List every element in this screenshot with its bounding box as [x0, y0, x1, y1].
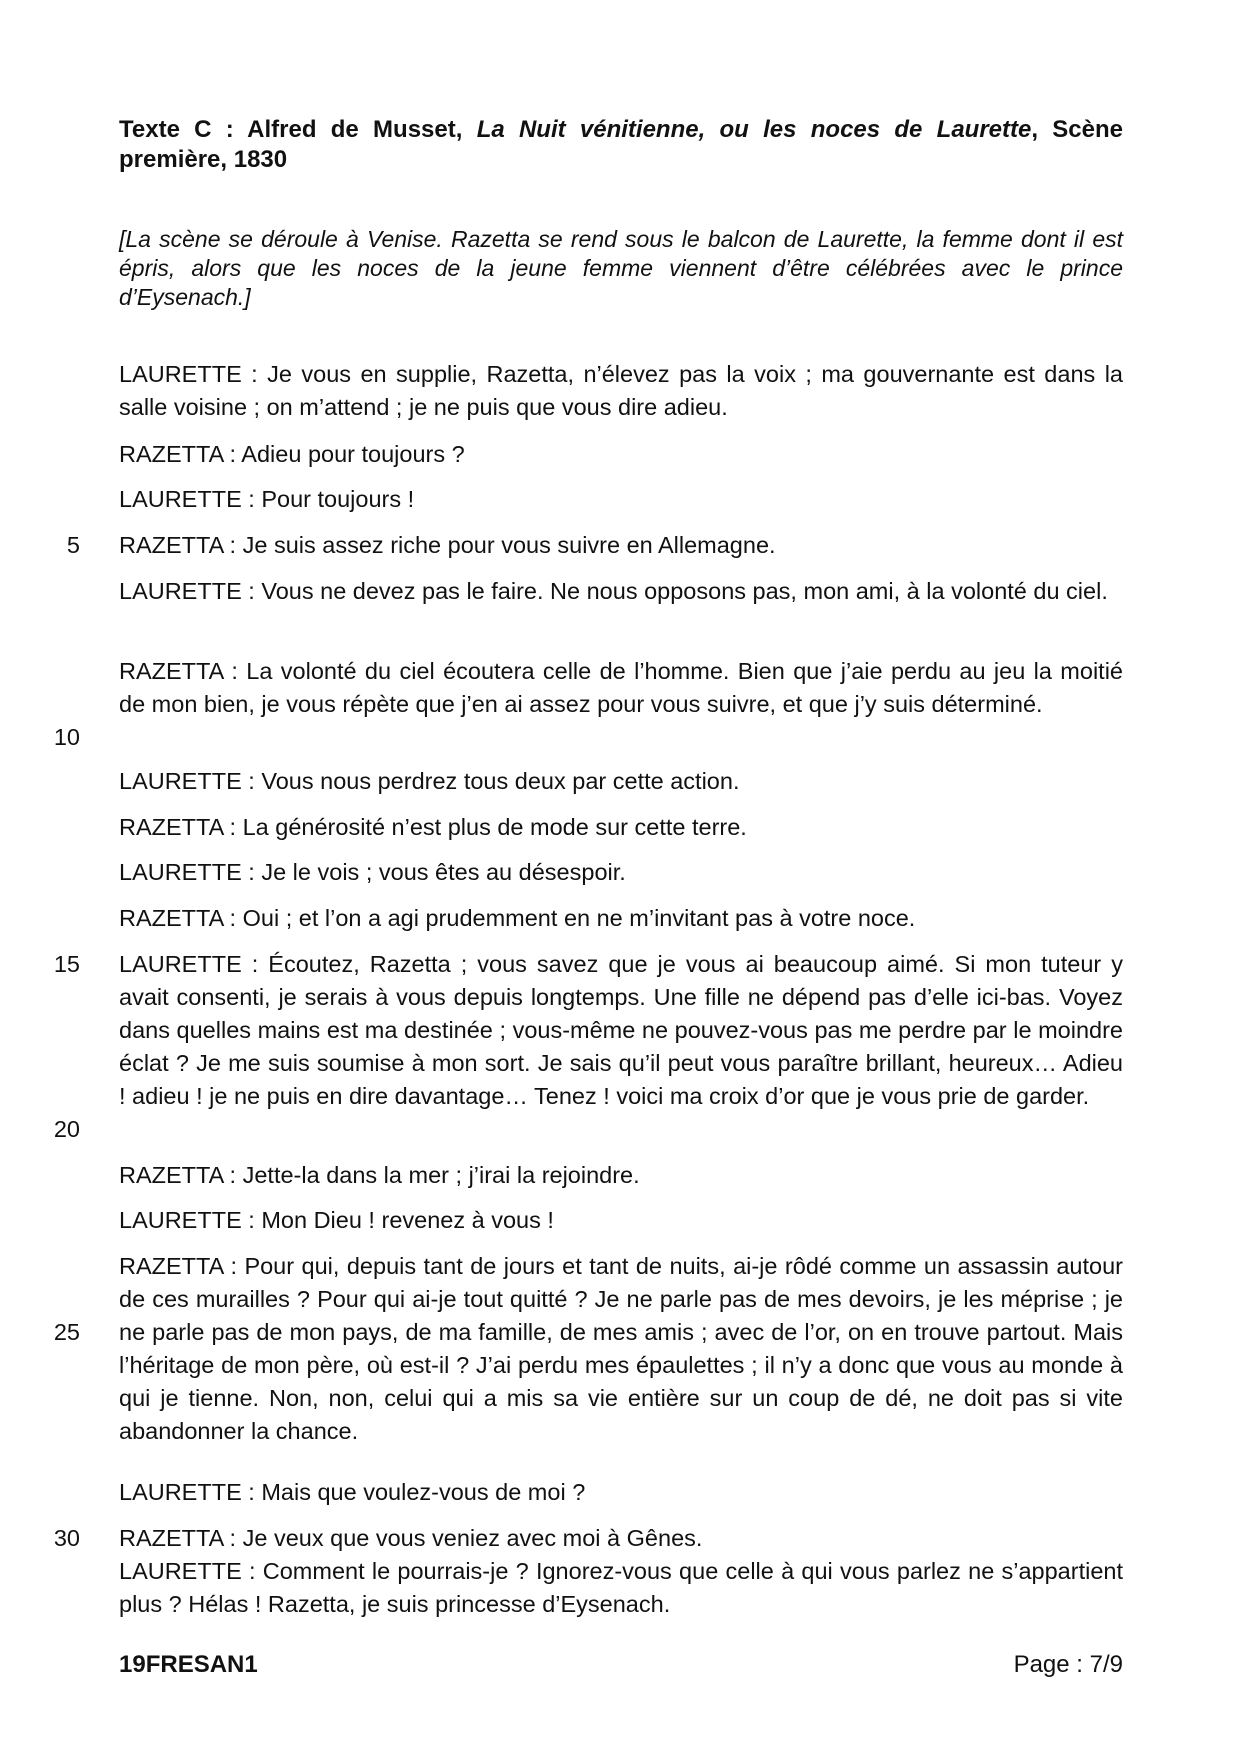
- dialogue-line: LAURETTE : Mon Dieu ! revenez à vous !: [119, 1207, 554, 1233]
- dialogue-line: LAURETTE : Vous nous perdrez tous deux par cette action.: [119, 768, 740, 794]
- dialogue-line: RAZETTA : Pour qui, depuis tant de jours et tant de nuits, ai-je rôdé comme un assassin autour de ces murailles ? Pour qui ai-je tout quitté ? Je ne parle pas de mes devoirs, je les méprise ; je ne parle pas de mon pays, de ma famille, de mes amis ; avec de l’or, on en trouve partout. Mais l’héritage de mon père, où est-il ? J’ai perdu mes épaulettes ; il n’y a donc que vous au monde à qui je tienne. Non, non, celui qui a mis sa vie entière sur un coup de dé, ne doit pas si vite abandonner la chance.: [119, 1253, 1123, 1444]
- dialogue-line: LAURETTE : Écoutez, Razetta ; vous savez que je vous ai beaucoup aimé. Si mon tuteur y avait consenti, je serais à vous depuis longtemps. Une fille ne dépend pas d’elle ici-bas. Voyez dans quelles mains est ma destinée ; vous-même ne pouvez-vous pas me perdre par le moindre éclat ? Je me suis soumise à mon sort. Je sais qu’il peut vous paraître brillant, heureux… Adieu ! adieu ! je ne puis en dire davantage… Tenez ! voici ma croix d’or que je vous prie de garder.: [119, 951, 1123, 1109]
- heading-prefix: Texte C : Alfred de Musset,: [119, 116, 477, 143]
- dialogue-line: LAURETTE : Mais que voulez-vous de moi ?: [119, 1479, 586, 1505]
- document-code: 19FRESAN1: [119, 1651, 258, 1678]
- line-number: 10: [53, 724, 80, 750]
- dialogue-line: LAURETTE : Comment le pourrais-je ? Ignorez-vous que celle à qui vous parlez ne s’appartient plus ? Hélas ! Razetta, je suis princesse d’Eysenach.: [119, 1558, 1123, 1617]
- line-number: 15: [53, 951, 80, 977]
- heading-suffix: , Scène première, 1830: [119, 116, 1124, 173]
- dialogue-line: LAURETTE : Je vous en supplie, Razetta, n’élevez pas la voix ; ma gouvernante est dans la salle voisine ; on m’attend ; je ne puis que vous dire adieu.: [119, 361, 1123, 420]
- dialogue-line: LAURETTE : Pour toujours !: [119, 486, 415, 512]
- dialogue-line: RAZETTA : La volonté du ciel écoutera celle de l’homme. Bien que j’aie perdu au jeu la moitié de mon bien, je vous répète que j’en ai assez pour vous suivre, et que j’y suis déterminé.: [119, 658, 1123, 717]
- line-number: 20: [53, 1116, 80, 1142]
- dialogue-line: RAZETTA : Adieu pour toujours ?: [119, 441, 465, 467]
- dialogue-line: LAURETTE : Vous ne devez pas le faire. Ne nous opposons pas, mon ami, à la volonté du ciel.: [119, 578, 1108, 604]
- line-number: 5: [66, 532, 80, 558]
- dialogue-line: RAZETTA : Je suis assez riche pour vous suivre en Allemagne.: [119, 532, 776, 558]
- dialogue-line: LAURETTE : Je le vois ; vous êtes au désespoir.: [119, 859, 626, 885]
- page-number: Page : 7/9: [1013, 1651, 1123, 1678]
- line-number: 25: [53, 1319, 80, 1345]
- dialogue-line: RAZETTA : Oui ; et l’on a agi prudemment en ne m’invitant pas à votre noce.: [119, 905, 916, 931]
- dialogue-line: RAZETTA : La générosité n’est plus de mode sur cette terre.: [119, 814, 747, 840]
- dialogue-line: RAZETTA : Jette-la dans la mer ; j’irai la rejoindre.: [119, 1162, 640, 1188]
- stage-direction: [La scène se déroule à Venise. Razetta se rend sous le balcon de Laurette, la femme dont il est épris, alors que les noces de la jeune femme viennent d’être célébrées avec le prince d’Eysenach.]: [119, 226, 1123, 310]
- dialogue-line: RAZETTA : Je veux que vous veniez avec moi à Gênes.: [119, 1525, 703, 1551]
- text-heading: [119, 115, 1123, 175]
- work-title: La Nuit vénitienne, ou les noces de Laurette: [476, 116, 1032, 143]
- line-number: 30: [53, 1525, 80, 1551]
